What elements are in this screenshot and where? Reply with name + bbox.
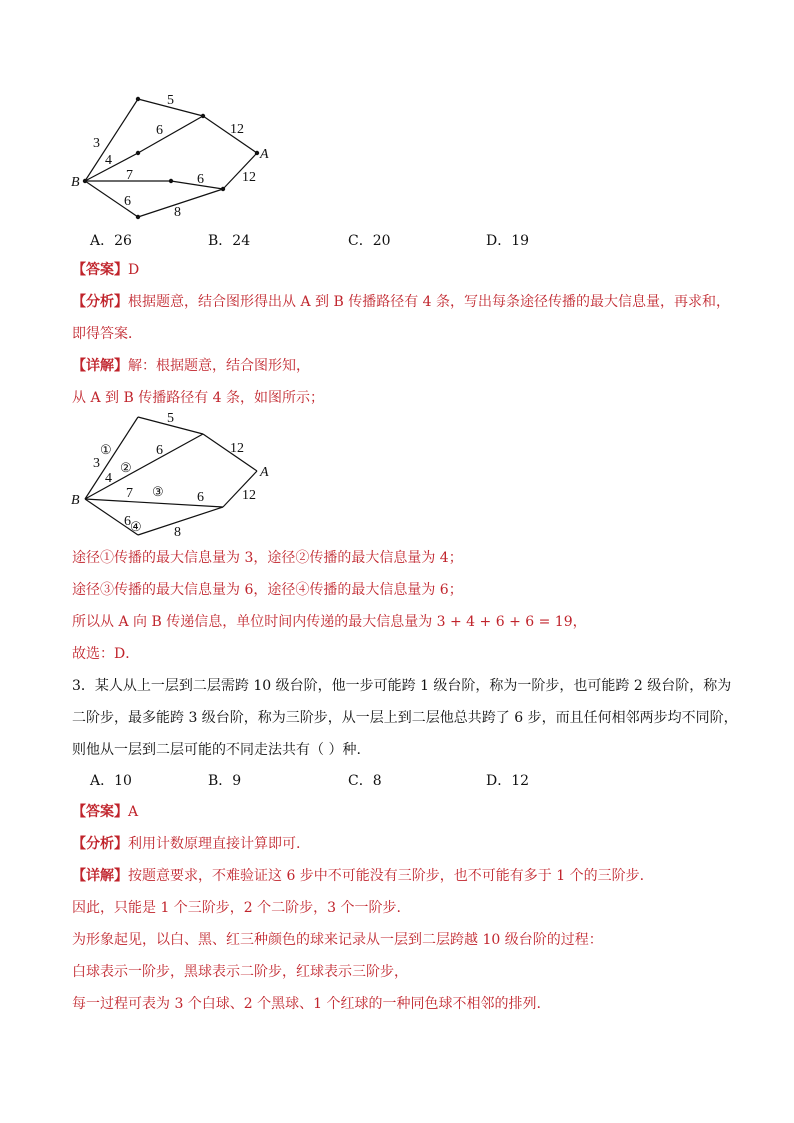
node-label-a: A [260, 147, 269, 162]
node-label-b: B [71, 175, 80, 190]
graph-node [169, 179, 173, 183]
edge-label: 3 [93, 136, 100, 151]
edge-label: 7 [126, 168, 133, 183]
detail-3-line: 每一过程可表为 3 个白球、2 个黑球、1 个红球的一种同色球不相邻的排列. [72, 996, 541, 1012]
analysis-3 [72, 834, 732, 854]
detail-tag: 【详解】 [72, 868, 128, 884]
analysis-1-cont: 即得答案． [72, 326, 142, 342]
edge-label: 6 [124, 514, 131, 529]
node-label-b: B [71, 493, 80, 508]
analysis-text: 根据题意，结合图形得出从 A 到 B 传播路径有 4 条，写出每条途径传播的最大信息量，再求和， [128, 294, 731, 310]
option-d: D．19 [486, 233, 530, 249]
detail-3 [72, 866, 732, 886]
edge-label: 7 [126, 486, 133, 501]
path-mark-3: ③ [152, 484, 164, 499]
detail-text: 解：根据题意，结合图形知， [128, 358, 310, 374]
question-3-line-2: 二阶步，最多能跨 3 级台阶，称为三阶步，从一层上到二层他总共跨了 6 步，而且任何相邻两步均不同阶， [72, 710, 738, 726]
detail-1-cont: 从 A 到 B 传播路径有 4 条，如图所示； [72, 390, 325, 406]
detail-tag: 【详解】 [72, 358, 128, 374]
edge-label: 6 [156, 123, 163, 138]
analysis-tag: 【分析】 [72, 294, 128, 310]
edge-label: 8 [174, 525, 181, 540]
network-figure-2 [60, 404, 290, 544]
edge-label: 12 [242, 170, 256, 185]
option-d: D．12 [486, 773, 530, 789]
edge-label: 6 [197, 490, 204, 505]
path-line-1: 途径①传播的最大信息量为 3，途径②传播的最大信息量为 4； [72, 550, 463, 566]
graph-node [136, 97, 140, 101]
path-mark-4: ④ [130, 519, 142, 534]
detail-1 [72, 356, 732, 376]
answer-tag: 【答案】 [72, 804, 128, 820]
edge-label: 4 [105, 153, 112, 168]
option-c: C．20 [348, 233, 391, 249]
edge-label: 5 [167, 411, 174, 426]
graph-node [255, 151, 259, 155]
path-line-3: 所以从 A 向 B 传递信息，单位时间内传递的最大信息量为 3 + 4 + 6 + 6 = 19， [72, 614, 587, 630]
option-a: A．26 [90, 233, 132, 249]
option-b: B．24 [208, 233, 251, 249]
edge-label: 6 [156, 443, 163, 458]
edge-label: 3 [93, 456, 100, 471]
analysis-tag: 【分析】 [72, 836, 128, 852]
edge-label: 4 [105, 471, 112, 486]
edge-label: 12 [242, 488, 256, 503]
path-line-2: 途径③传播的最大信息量为 6，途径④传播的最大信息量为 6； [72, 582, 463, 598]
graph-node [201, 114, 205, 118]
question-3-line-3: 则他从一层到二层可能的不同走法共有（ ）种. [72, 742, 361, 758]
detail-3-line: 为形象起见，以白、黑、红三种颜色的球来记录从一层到二层跨越 10 级台阶的过程： [72, 932, 603, 948]
detail-text: 按题意要求，不难验证这 6 步中不可能没有三阶步，也不可能有多于 1 个的三阶步. [128, 868, 645, 884]
node-label-a: A [260, 465, 269, 480]
option-a: A．10 [90, 773, 132, 789]
graph-node [83, 179, 87, 183]
graph-node [136, 151, 140, 155]
network-figure-1 [60, 88, 290, 223]
question-3-line-1: 3．某人从上一层到二层需跨 10 级台阶，他一步可能跨 1 级台阶，称为一阶步，也可能跨 2 级台阶，称为 [72, 678, 732, 694]
graph-node [136, 215, 140, 219]
analysis-text: 利用计数原理直接计算即可. [128, 836, 301, 852]
answer-text: A [128, 804, 139, 820]
answer-3 [72, 802, 732, 822]
graph-node [221, 187, 225, 191]
edge-label: 8 [174, 205, 181, 220]
option-c: C．8 [348, 773, 382, 789]
edge-label: 5 [167, 93, 174, 108]
option-b: B．9 [208, 773, 242, 789]
path-mark-2: ② [120, 460, 132, 475]
answer-1 [72, 260, 732, 280]
analysis-1 [72, 292, 732, 312]
path-line-4: 故选：D． [72, 646, 140, 662]
answer-text: D [128, 262, 140, 278]
path-mark-1: ① [100, 442, 112, 457]
edge-label: 12 [230, 122, 244, 137]
edge-label: 6 [197, 172, 204, 187]
detail-3-line: 因此，只能是 1 个三阶步，2 个二阶步，3 个一阶步. [72, 900, 401, 916]
edge-label: 6 [124, 194, 131, 209]
detail-3-line: 白球表示一阶步，黑球表示二阶步，红球表示三阶步， [72, 964, 408, 980]
edge-label: 12 [230, 441, 244, 456]
answer-tag: 【答案】 [72, 262, 128, 278]
